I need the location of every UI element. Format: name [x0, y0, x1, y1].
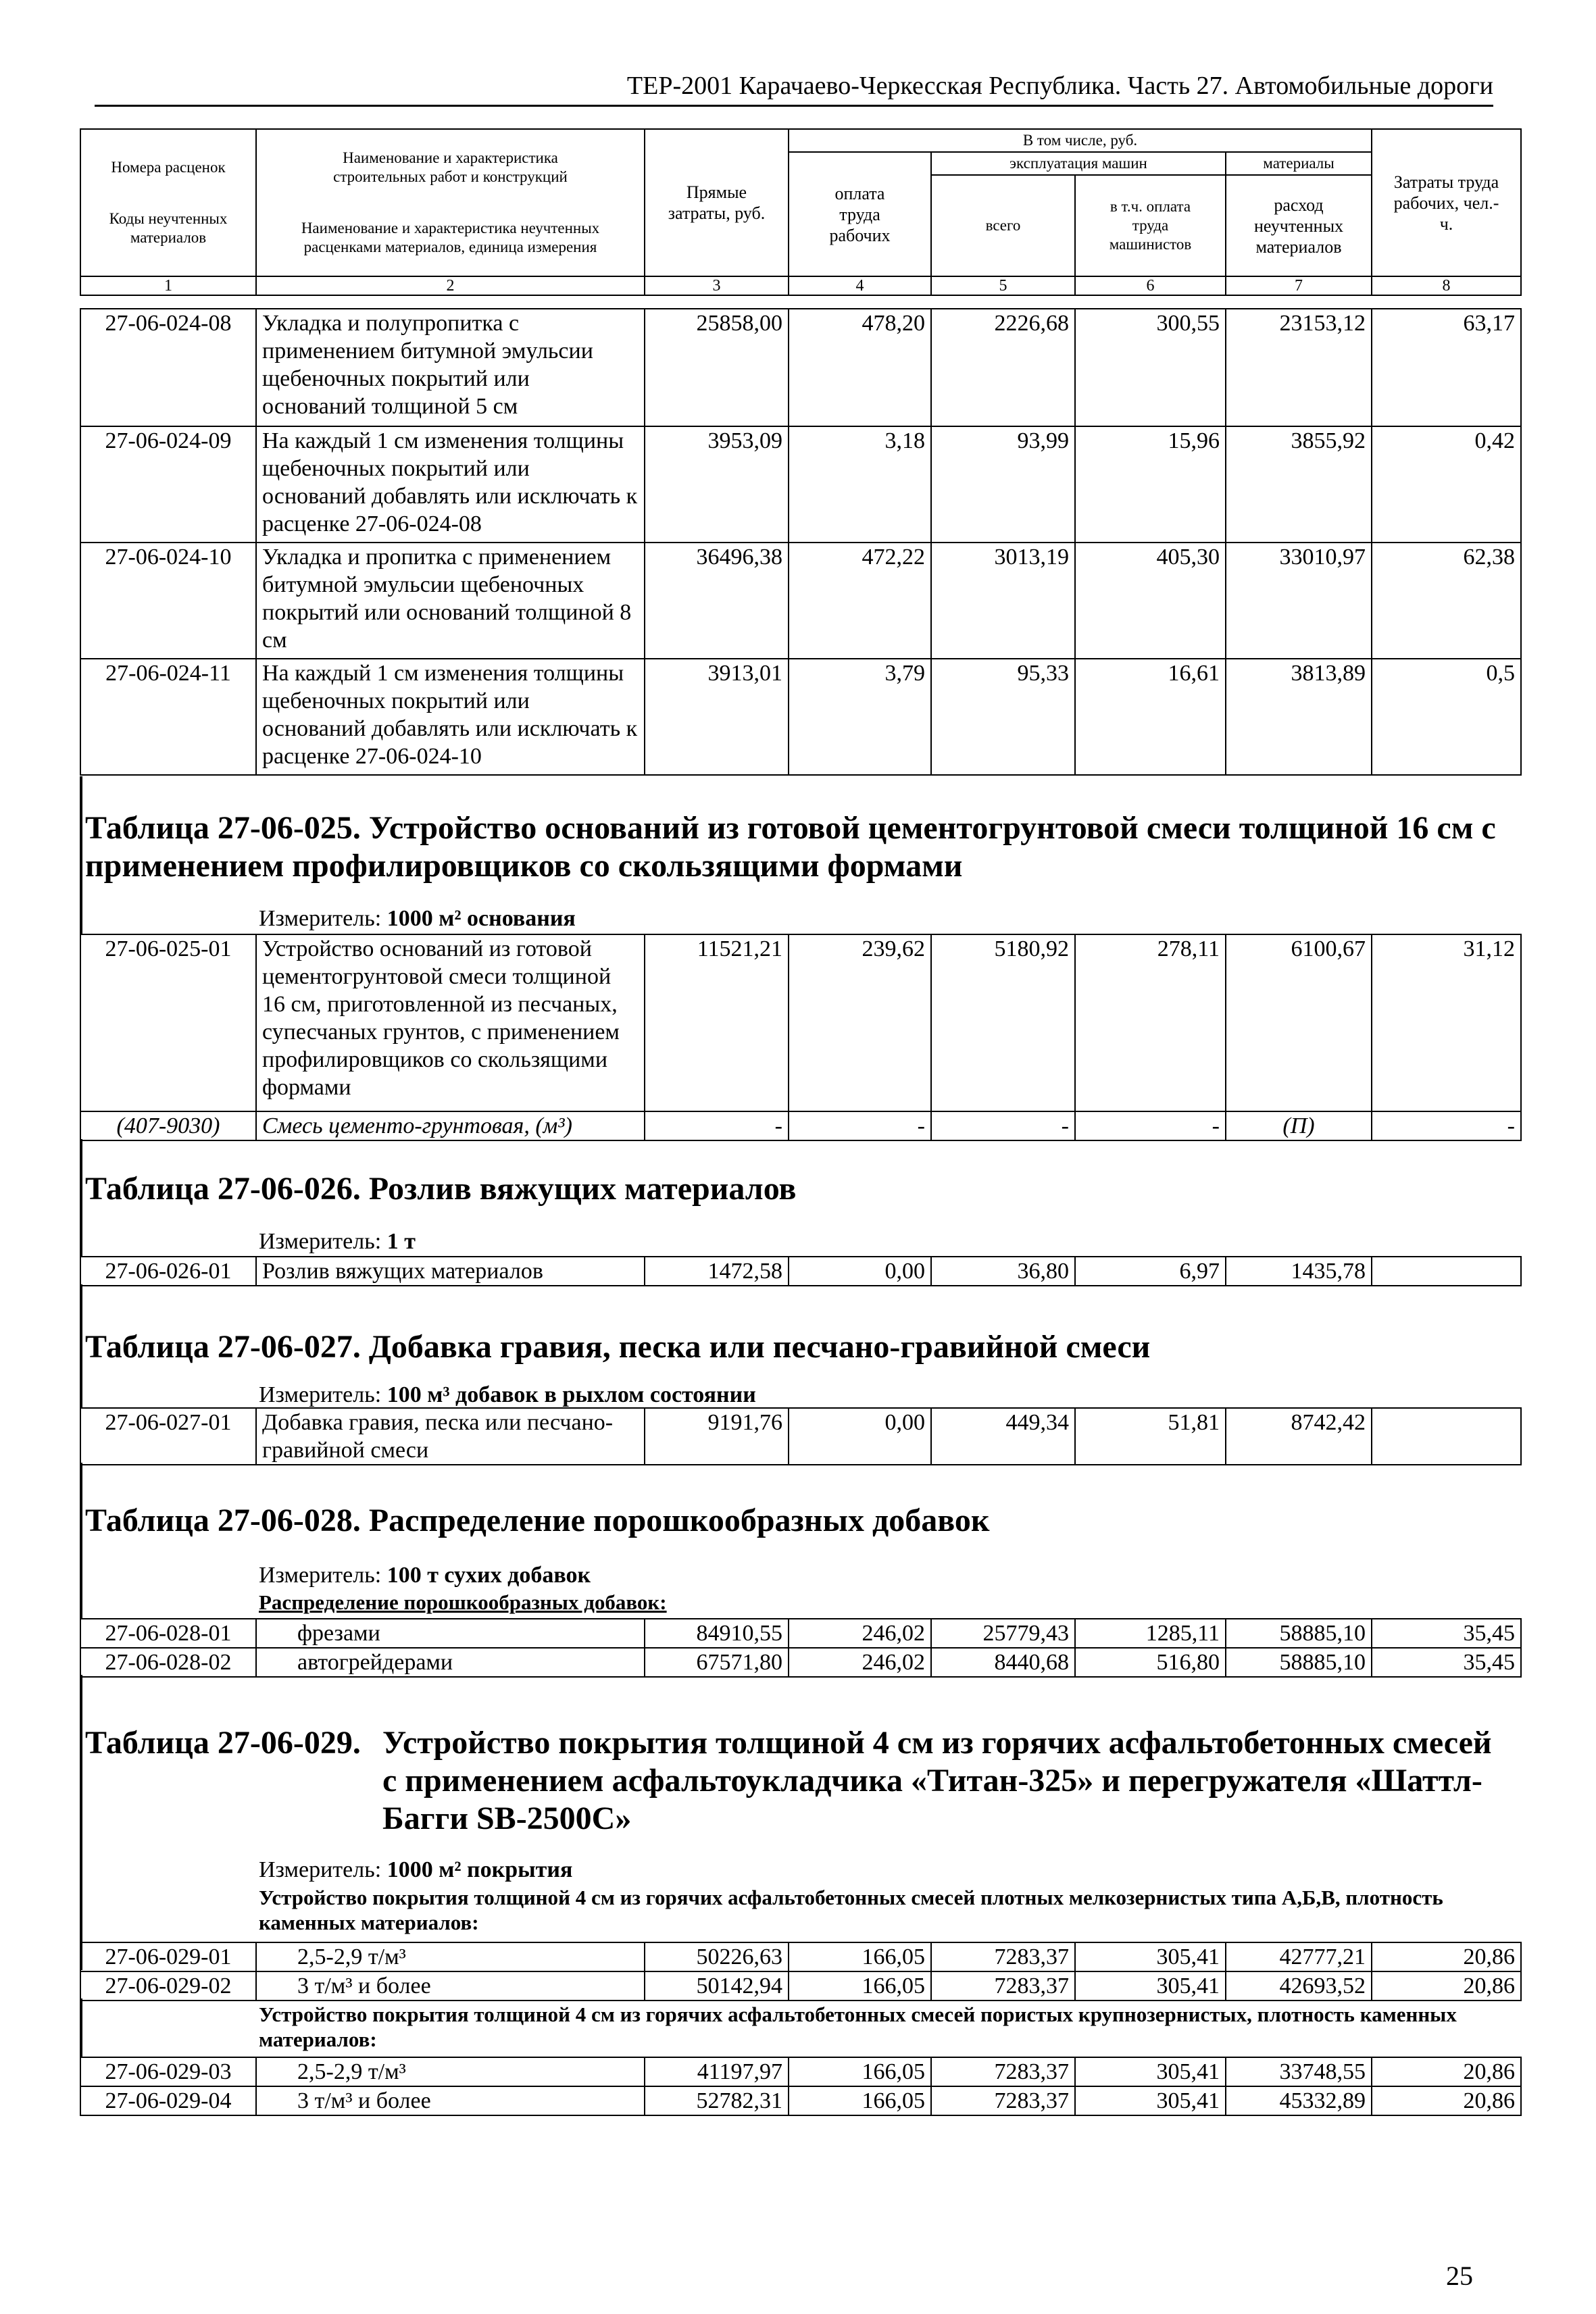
- table-title-027: [85, 1328, 1514, 1366]
- rate-code: 27-06-026-01: [80, 1257, 256, 1286]
- direct-cost: 50226,63: [645, 1942, 789, 1971]
- labor-hours: 62,38: [1372, 543, 1521, 659]
- subheading-029-porous: Устройство покрытия толщиной 4 см из горячих асфальтобетонных смесей пористых крупнозернистых, плотность каменных материалов:: [259, 2003, 1457, 2051]
- rate-description: [256, 1648, 645, 1677]
- measure-prefix: Измеритель:: [259, 1229, 382, 1254]
- material-description: Смесь цементо-грунтовая, (м³): [256, 1111, 645, 1140]
- col-header-ekspluataciya: эксплуатация машин: [931, 152, 1226, 175]
- labor-hours: 20,86: [1372, 2086, 1521, 2115]
- running-header: ТЕР-2001 Карачаево-Черкесская Республика. Часть 27. Автомобильные дороги: [626, 72, 1493, 100]
- operators-cost: 16,61: [1075, 659, 1226, 775]
- labor-cost: 239,62: [789, 934, 931, 1111]
- operators-cost: 305,41: [1075, 2057, 1226, 2086]
- machines-cost: -: [931, 1111, 1075, 1140]
- materials-cost: 45332,89: [1226, 2086, 1372, 2115]
- labor-hours: 63,17: [1372, 309, 1521, 426]
- rate-code: 27-06-024-09: [80, 426, 256, 543]
- measure-prefix: Измеритель:: [259, 1857, 382, 1882]
- labor-cost: 0,00: [789, 1257, 931, 1286]
- col-index: 2: [256, 276, 645, 295]
- machines-cost: 7283,37: [931, 2086, 1075, 2115]
- col-header-v-tch: в т.ч. оплата труда машинистов: [1075, 175, 1226, 276]
- labor-cost: 478,20: [789, 309, 931, 426]
- col-header-materialy: материалы: [1226, 152, 1372, 175]
- labor-hours: 20,86: [1372, 1942, 1521, 1971]
- col-header-vsego: всего: [931, 175, 1075, 276]
- machines-cost: 449,34: [931, 1408, 1075, 1465]
- rate-code: 27-06-024-10: [80, 543, 256, 659]
- labor-hours: 35,45: [1372, 1619, 1521, 1648]
- table-frame-029: [80, 1675, 82, 1970]
- col-index: 4: [789, 276, 931, 295]
- measure-unit: 100 м³ добавок в рыхлом состоянии: [386, 1382, 756, 1407]
- materials-cost: 42693,52: [1226, 1971, 1372, 2001]
- labor-hours: [1372, 1257, 1521, 1286]
- col-header-oplata-truda: оплата труда рабочих: [789, 152, 931, 276]
- labor-cost: 0,00: [789, 1408, 931, 1465]
- direct-cost: 3913,01: [645, 659, 789, 775]
- rate-description: Укладка и пропитка с применением битумной эмульсии щебеночных покрытий или оснований толщиной 8 см: [256, 543, 645, 659]
- table-row: [80, 1619, 1521, 1648]
- rate-code: 27-06-027-01: [80, 1408, 256, 1465]
- materials-cost: 6100,67: [1226, 934, 1372, 1111]
- materials-cost: 1435,78: [1226, 1257, 1372, 1286]
- direct-cost: 84910,55: [645, 1619, 789, 1648]
- col-index: 3: [645, 276, 789, 295]
- table-title-text: Устройство оснований из готовой цементогрунтовой смеси толщиной 16 см с применением профилировщиков со скользящими формами: [85, 810, 1496, 884]
- table-row: [80, 1971, 1521, 2001]
- measure-unit: 1000 м² покрытия: [386, 1857, 573, 1882]
- materials-cost: 33748,55: [1226, 2057, 1372, 2086]
- rate-description-text: 3 т/м³ и более: [297, 2088, 431, 2113]
- rate-description-text: фрезами: [297, 1621, 380, 1646]
- rate-code: 27-06-028-02: [80, 1648, 256, 1677]
- direct-cost: 36496,38: [645, 543, 789, 659]
- rates-table-027: [80, 1407, 1522, 1465]
- col-header-pryamye: Прямые затраты, руб.: [645, 129, 789, 276]
- col-index: 6: [1075, 276, 1226, 295]
- table-row: [80, 1408, 1521, 1465]
- col-header-names: [256, 129, 645, 276]
- operators-cost: 51,81: [1075, 1408, 1226, 1465]
- table-title-label: Таблица 27-06-027.: [85, 1329, 361, 1365]
- operators-cost: 300,55: [1075, 309, 1226, 426]
- rate-description: Укладка и полупропитка с применением битумной эмульсии щебеночных покрытий или оснований толщиной 5 см: [256, 309, 645, 426]
- labor-cost: 166,05: [789, 1942, 931, 1971]
- material-row: [80, 1111, 1521, 1140]
- rate-code: 27-06-029-01: [80, 1942, 256, 1971]
- table-row: [80, 1648, 1521, 1677]
- measure-unit: 100 т сухих добавок: [386, 1563, 591, 1588]
- rate-description: [256, 1942, 645, 1971]
- materials-cost: 8742,42: [1226, 1408, 1372, 1465]
- direct-cost: 52782,31: [645, 2086, 789, 2115]
- table-frame-029b: [80, 1998, 82, 2057]
- table-row: [80, 309, 1521, 426]
- measure-prefix: Измеритель:: [259, 1382, 382, 1407]
- measure-unit: 1 т: [386, 1229, 416, 1254]
- column-header-table: [80, 128, 1522, 296]
- labor-cost: 166,05: [789, 2057, 931, 2086]
- col-header-nomera: Номера расценок: [111, 159, 226, 176]
- operators-cost: 405,30: [1075, 543, 1226, 659]
- measure-028: [259, 1562, 591, 1589]
- col-index: 8: [1372, 276, 1521, 295]
- labor-cost: 246,02: [789, 1648, 931, 1677]
- direct-cost: 11521,21: [645, 934, 789, 1111]
- table-title-label: Таблица 27-06-025.: [85, 810, 361, 846]
- measure-prefix: Измеритель:: [259, 1563, 382, 1588]
- subheading-029-dense: Устройство покрытия толщиной 4 см из горячих асфальтобетонных смесей плотных мелкозернистых типа А,Б,В, плотность каменных материалов:: [259, 1886, 1443, 1934]
- subheading-028: Распределение порошкообразных добавок:: [259, 1590, 667, 1614]
- operators-cost: 6,97: [1075, 1257, 1226, 1286]
- table-title-text: Распределение порошкообразных добавок: [368, 1503, 990, 1538]
- operators-cost: 516,80: [1075, 1648, 1226, 1677]
- machines-cost: 7283,37: [931, 1971, 1075, 2001]
- rates-table-029-dense: [80, 1942, 1522, 2001]
- materials-cost: 33010,97: [1226, 543, 1372, 659]
- labor-hours: 35,45: [1372, 1648, 1521, 1677]
- rate-code: 27-06-024-08: [80, 309, 256, 426]
- measure-027: [259, 1382, 756, 1409]
- table-title-025: [85, 809, 1514, 885]
- operators-cost: 278,11: [1075, 934, 1226, 1111]
- materials-cost: 42777,21: [1226, 1942, 1372, 1971]
- direct-cost: -: [645, 1111, 789, 1140]
- measure-025: [259, 905, 576, 932]
- machines-cost: 8440,68: [931, 1648, 1075, 1677]
- operators-cost: 305,41: [1075, 1942, 1226, 1971]
- labor-cost: 3,18: [789, 426, 931, 543]
- rate-code: 27-06-029-02: [80, 1971, 256, 2001]
- machines-cost: 7283,37: [931, 2057, 1075, 2086]
- direct-cost: 9191,76: [645, 1408, 789, 1465]
- rate-description: На каждый 1 см изменения толщины щебеночных покрытий или оснований добавлять или исключать к расценке 27-06-024-08: [256, 426, 645, 543]
- rate-code: 27-06-029-04: [80, 2086, 256, 2115]
- labor-hours: 20,86: [1372, 2057, 1521, 2086]
- rate-description: На каждый 1 см изменения толщины щебеночных покрытий или оснований добавлять или исключать к расценке 27-06-024-10: [256, 659, 645, 775]
- rate-description-text: 3 т/м³ и более: [297, 1973, 431, 1998]
- rate-description: Добавка гравия, песка или песчано-гравийной смеси: [256, 1408, 645, 1465]
- table-title-label: Таблица 27-06-028.: [85, 1503, 361, 1538]
- measure-029: [259, 1857, 572, 1884]
- rates-table-025: [80, 934, 1522, 1141]
- machines-cost: 7283,37: [931, 1942, 1075, 1971]
- rate-description-text: автогрейдерами: [297, 1650, 453, 1675]
- table-row: [80, 2086, 1521, 2115]
- direct-cost: 3953,09: [645, 426, 789, 543]
- materials-cost: 23153,12: [1226, 309, 1372, 426]
- direct-cost: 41197,97: [645, 2057, 789, 2086]
- machines-cost: 95,33: [931, 659, 1075, 775]
- operators-cost: -: [1075, 1111, 1226, 1140]
- table-row: [80, 1942, 1521, 1971]
- table-title-028: [85, 1502, 1514, 1540]
- table-title-text: Устройство покрытия толщиной 4 см из горячих асфальтобетонных смесей с применением асфальтоукладчика «Титан-325» и перегружателя «Шаттл-Багги SB-2500С»: [382, 1725, 1492, 1836]
- measure-prefix: Измеритель:: [259, 906, 382, 931]
- labor-cost: -: [789, 1111, 931, 1140]
- rate-code: 27-06-024-11: [80, 659, 256, 775]
- col-header-rashod: расход неучтенных материалов: [1226, 175, 1372, 276]
- table-title-text: Розлив вяжущих материалов: [368, 1171, 797, 1207]
- machines-cost: 93,99: [931, 426, 1075, 543]
- machines-cost: 2226,68: [931, 309, 1075, 426]
- labor-hours: -: [1372, 1111, 1521, 1140]
- rates-table-024: [80, 308, 1522, 776]
- table-row: [80, 426, 1521, 543]
- materials-cost: (П): [1226, 1111, 1372, 1140]
- table-row: [80, 2057, 1521, 2086]
- rate-description: [256, 2057, 645, 2086]
- operators-cost: 305,41: [1075, 1971, 1226, 2001]
- table-title-text: Добавка гравия, песка или песчано-гравийной смеси: [368, 1329, 1151, 1365]
- header-rule: [95, 105, 1493, 107]
- labor-hours: 20,86: [1372, 1971, 1521, 2001]
- rate-code: 27-06-028-01: [80, 1619, 256, 1648]
- materials-cost: 58885,10: [1226, 1619, 1372, 1648]
- col-index: 1: [80, 276, 256, 295]
- col-header-v-tom-chisle: В том числе, руб.: [789, 129, 1372, 152]
- col-header-zatraty: Затраты труда рабочих, чел.-ч.: [1372, 129, 1521, 276]
- table-row: [80, 934, 1521, 1111]
- measure-unit: 1000 м² основания: [386, 906, 576, 931]
- rate-description-text: 2,5-2,9 т/м³: [297, 2059, 406, 2084]
- direct-cost: 67571,80: [645, 1648, 789, 1677]
- measure-026: [259, 1228, 416, 1255]
- rates-table-026: [80, 1256, 1522, 1286]
- labor-cost: 166,05: [789, 2086, 931, 2115]
- table-row: [80, 1257, 1521, 1286]
- rate-description: Устройство оснований из готовой цементогрунтовой смеси толщиной 16 см, приготовленной из песчаных, супесчаных грунтов, с применением профилировщиков со скользящими формами: [256, 934, 645, 1111]
- labor-hours: 0,5: [1372, 659, 1521, 775]
- labor-cost: 472,22: [789, 543, 931, 659]
- col-header-codes: [80, 129, 256, 276]
- machines-cost: 36,80: [931, 1257, 1075, 1286]
- rates-table-029-porous: [80, 2057, 1522, 2116]
- rate-description: [256, 1971, 645, 2001]
- table-frame-026: [80, 1139, 82, 1256]
- machines-cost: 5180,92: [931, 934, 1075, 1111]
- labor-cost: 246,02: [789, 1619, 931, 1648]
- rate-description-text: 2,5-2,9 т/м³: [297, 1944, 406, 1969]
- operators-cost: 305,41: [1075, 2086, 1226, 2115]
- table-frame-025: [80, 776, 82, 934]
- direct-cost: 25858,00: [645, 309, 789, 426]
- page-number: 25: [1446, 2261, 1473, 2291]
- operators-cost: 15,96: [1075, 426, 1226, 543]
- labor-hours: 31,12: [1372, 934, 1521, 1111]
- labor-cost: 166,05: [789, 1971, 931, 2001]
- operators-cost: 1285,11: [1075, 1619, 1226, 1648]
- table-frame-027: [80, 1284, 82, 1407]
- col-header-naimenovanie-neucht: Наименование и характеристика неучтенных расценками материалов, единица измерения: [301, 220, 600, 255]
- labor-hours: 0,42: [1372, 426, 1521, 543]
- direct-cost: 1472,58: [645, 1257, 789, 1286]
- table-frame-028: [80, 1463, 82, 1618]
- col-index: 5: [931, 276, 1075, 295]
- rate-description: Розлив вяжущих материалов: [256, 1257, 645, 1286]
- table-title-label: Таблица 27-06-026.: [85, 1171, 361, 1207]
- table-row: [80, 543, 1521, 659]
- labor-hours: [1372, 1408, 1521, 1465]
- rate-description: [256, 2086, 645, 2115]
- rate-code: 27-06-025-01: [80, 934, 256, 1111]
- table-title-026: [85, 1170, 1514, 1208]
- labor-cost: 3,79: [789, 659, 931, 775]
- rate-description: [256, 1619, 645, 1648]
- material-code: (407-9030): [80, 1111, 256, 1140]
- direct-cost: 50142,94: [645, 1971, 789, 2001]
- materials-cost: 58885,10: [1226, 1648, 1372, 1677]
- col-header-naimenovanie: Наименование и характеристика строительных работ и конструкций: [333, 149, 568, 185]
- machines-cost: 3013,19: [931, 543, 1075, 659]
- rate-code: 27-06-029-03: [80, 2057, 256, 2086]
- col-index: 7: [1226, 276, 1372, 295]
- table-row: [80, 659, 1521, 775]
- rates-table-028: [80, 1618, 1522, 1678]
- table-title-label: Таблица 27-06-029.: [85, 1725, 361, 1761]
- materials-cost: 3813,89: [1226, 659, 1372, 775]
- machines-cost: 25779,43: [931, 1619, 1075, 1648]
- materials-cost: 3855,92: [1226, 426, 1372, 543]
- col-header-kody: Коды неучтенных материалов: [109, 210, 228, 246]
